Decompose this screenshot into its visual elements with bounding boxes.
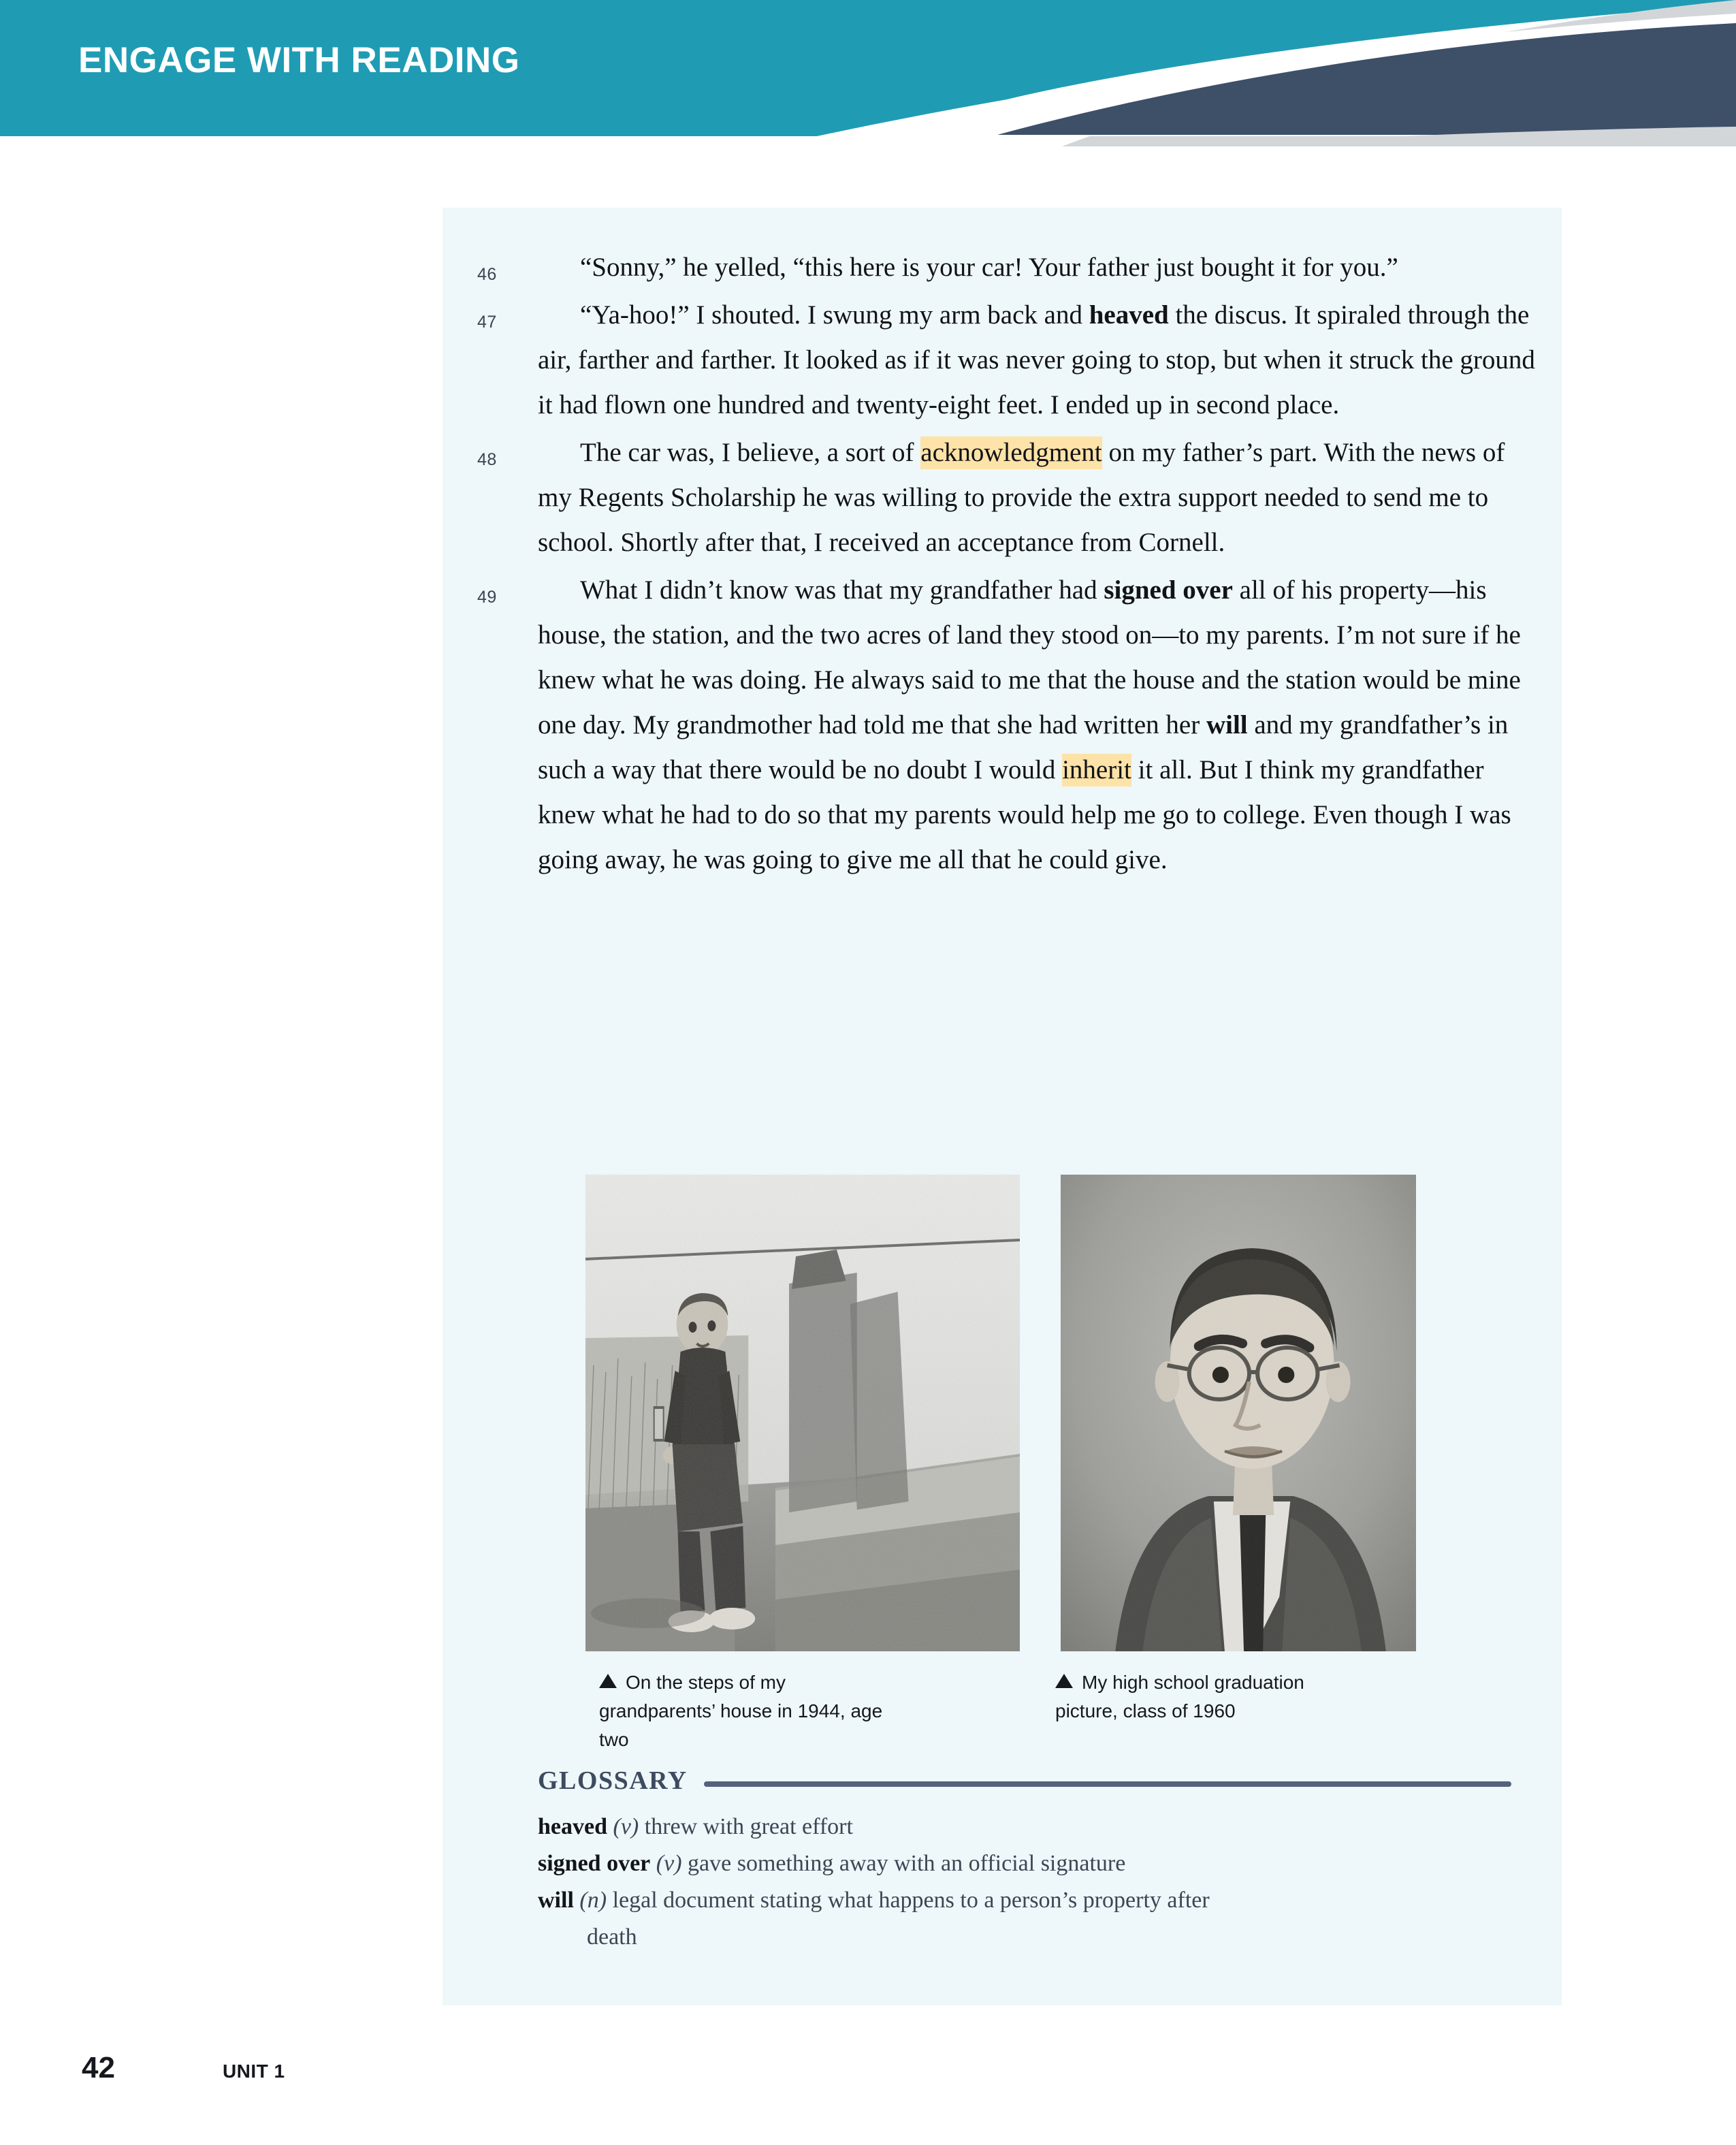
triangle-marker-icon [599,1674,617,1688]
triangle-marker-icon [1055,1674,1073,1688]
glossary-header [538,1764,1511,1798]
caption-right [1055,1668,1341,1726]
glossary-part-of-speech: (v) [656,1851,682,1876]
glossary-entry-heaved [538,1809,1511,1845]
page-number: 42 [82,2051,115,2084]
glossary-term-inline-will: will [1206,710,1248,740]
glossary-definition-continuation: death [587,1924,637,1950]
glossary-title: GLOSSARY [538,1766,688,1795]
highlighted-word-acknowledgment: acknowledgment [920,436,1102,469]
paragraph-number: 47 [477,313,497,332]
glossary-section [538,1764,1511,1956]
paragraph-text: “Sonny,” he yelled, “this here is your car! Your father just bought it for you.” [580,253,1398,282]
paragraph-number: 48 [477,450,497,469]
paragraph-49 [466,568,1535,883]
glossary-definition: gave something away with an official signature [688,1851,1126,1876]
reading-content-panel [443,208,1562,2005]
paragraph-text: “Ya-hoo!” I shouted. I swung my arm back and [580,300,1089,330]
page-header-banner [0,0,1736,146]
reading-passage [466,245,1535,885]
paragraph-number: 46 [477,265,497,284]
paragraph-text: and my grandfather’s in such a way that there would be no doubt I would [538,710,1509,784]
glossary-term-inline-heaved: heaved [1089,300,1169,330]
page-title: ENGAGE WITH READING [78,40,520,80]
caption-text: My high school graduation picture, class of 1960 [1055,1672,1304,1721]
glossary-term: heaved [538,1814,607,1839]
paragraph-text: the discus. It spiraled through the air, farther and farther. It looked as if it was never going to stop, but when it struck the ground it had flown one hundred and twenty-eight feet. I ended up in second place. [538,300,1535,419]
glossary-entry-list [538,1809,1511,1956]
paragraph-text: The car was, I believe, a sort of [580,438,921,467]
caption-left [599,1668,892,1754]
glossary-definition: threw with great effort [644,1814,853,1839]
paragraph-text: What I didn’t know was that my grandfather had [580,575,1104,605]
glossary-term-inline-signed-over: signed over [1104,575,1233,605]
highlighted-word-inherit: inherit [1062,754,1131,786]
glossary-part-of-speech: (v) [613,1814,639,1839]
photo-boy-on-steps [585,1175,1020,1651]
glossary-term: will [538,1888,574,1913]
paragraph-text: all of his property—his house, the station, and the two acres of land they stood on—to my parents. I’m not sure if he knew what he was doing. He always said to me that the house and the station would be mine one day. My grandmother had told me that she had written her [538,575,1521,740]
photo-boy-on-steps-graphic [585,1175,1020,1651]
unit-label: UNIT 1 [222,2061,285,2082]
caption-text: On the steps of my grandparents’ house in 1944, age two [599,1672,883,1750]
paragraph-text: on my father’s part. With the news of my Regents Scholarship he was willing to provide the extra support needed to send me to school. Shortly after that, I received an acceptance from Cornell. [538,438,1505,557]
paragraph-text: it all. But I think my grandfather knew what he had to do so that my parents would help me go to college. Even though I was going away, he was going to give me all that he could give. [538,755,1511,874]
photo-row [585,1175,1423,1447]
glossary-entry-will [538,1882,1511,1956]
glossary-entry-signed-over [538,1845,1511,1882]
glossary-divider [704,1781,1511,1787]
paragraph-47 [466,293,1535,428]
glossary-definition: legal document stating what happens to a person’s property after [612,1888,1210,1913]
photo-graduation-portrait [1061,1175,1416,1651]
glossary-term: signed over [538,1851,651,1876]
photo-graduation-portrait-graphic [1061,1175,1416,1651]
paragraph-48 [466,430,1535,565]
paragraph-number: 49 [477,588,497,607]
glossary-part-of-speech: (n) [579,1888,607,1913]
page-footer [82,2051,285,2085]
paragraph-46 [466,245,1535,290]
